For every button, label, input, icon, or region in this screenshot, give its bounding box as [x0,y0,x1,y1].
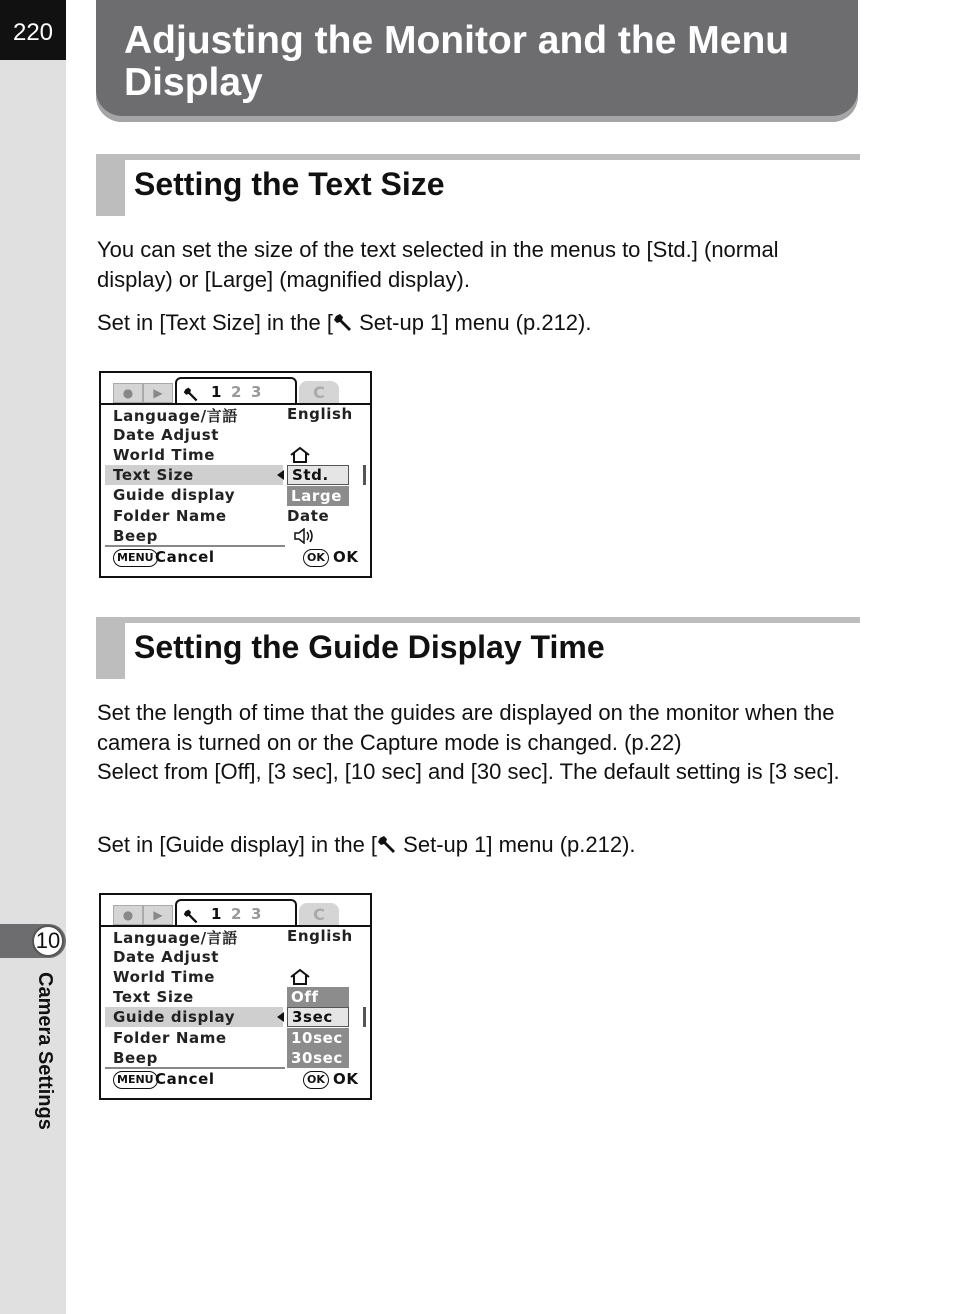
page-number: 220 [0,0,66,60]
triangle-left-icon [277,470,284,480]
wrench-icon [377,834,397,854]
speaker-icon [293,528,315,544]
menu-item: Beep [113,527,158,545]
menu-item: Text Size [113,988,194,1006]
ok-key-icon: OK [303,549,329,567]
playback-icon: ▶ [143,905,173,925]
paragraph: Set in [Guide display] in the [ Set-up 1] menu (p.212). [97,832,636,857]
paragraph: Set in [Text Size] in the [ Set-up 1] menu (p.212). [97,310,592,335]
folder-value: Date [287,507,330,525]
paragraph: Set the length of time that the guides are displayed on the monitor when the camera is turned on or the Capture mode is changed. (p.22) [97,700,835,755]
tab-setup: 1 2 3 [175,377,297,405]
camera-icon: ● [113,383,143,403]
ok-label: OK [333,1070,359,1088]
section-heading-text-size [96,154,860,216]
language-value: English [287,927,353,945]
cancel-label: Cancel [155,548,215,566]
menu-item: Date Adjust [113,426,220,444]
wrench-icon [333,312,353,332]
home-icon [289,446,311,464]
menu-item: Folder Name [113,1029,227,1047]
menu-item: Folder Name [113,507,227,525]
tab-custom: C [299,381,339,405]
ok-label: OK [333,548,359,566]
menu-tabs [111,897,361,927]
paragraph: You can set the size of the text selected in the menus to [Std.] (normal display) or [Large] (magnified display). [97,237,779,292]
menu-item: World Time [113,968,215,986]
playback-icon: ▶ [143,383,173,403]
option: Off [287,987,349,1007]
language-value: English [287,405,353,423]
section-title: Setting the Text Size [134,166,445,202]
option: Std. [287,465,349,485]
camera-menu-screen-guide-display [99,893,372,1100]
menu-key-icon: MENU [113,1071,158,1089]
option: 30sec [287,1048,349,1068]
menu-item: Date Adjust [113,948,220,966]
menu-item: Language/言語 [113,929,238,947]
section-heading-guide-display [96,617,860,679]
menu-tabs [111,375,361,405]
ok-key-icon: OK [303,1071,329,1089]
page-title: Adjusting the Monitor and the Menu Display [124,19,790,104]
paragraph: Select from [Off], [3 sec], [10 sec] and [30 sec]. The default setting is [3 sec]. [97,759,840,784]
section-title: Setting the Guide Display Time [134,629,605,665]
chapter-title: Camera Settings [34,972,56,1130]
wrench-icon [183,386,199,402]
tab-setup: 1 2 3 [175,899,297,927]
menu-item: Language/言語 [113,407,238,425]
option: 3sec [287,1007,349,1027]
menu-item: Guide display [113,486,236,504]
menu-item: World Time [113,446,215,464]
menu-key-icon: MENU [113,549,158,567]
menu-item: Beep [113,1049,158,1067]
menu-item: Text Size [113,466,194,484]
option: 10sec [287,1028,349,1048]
home-icon [289,968,311,986]
wrench-icon [183,908,199,924]
camera-menu-screen-text-size [99,371,372,578]
camera-icon: ● [113,905,143,925]
triangle-left-icon [277,1012,284,1022]
menu-item: Guide display [113,1008,236,1026]
chapter-number: 10 [32,925,64,957]
tab-custom: C [299,903,339,927]
option: Large [287,486,349,506]
cancel-label: Cancel [155,1070,215,1088]
